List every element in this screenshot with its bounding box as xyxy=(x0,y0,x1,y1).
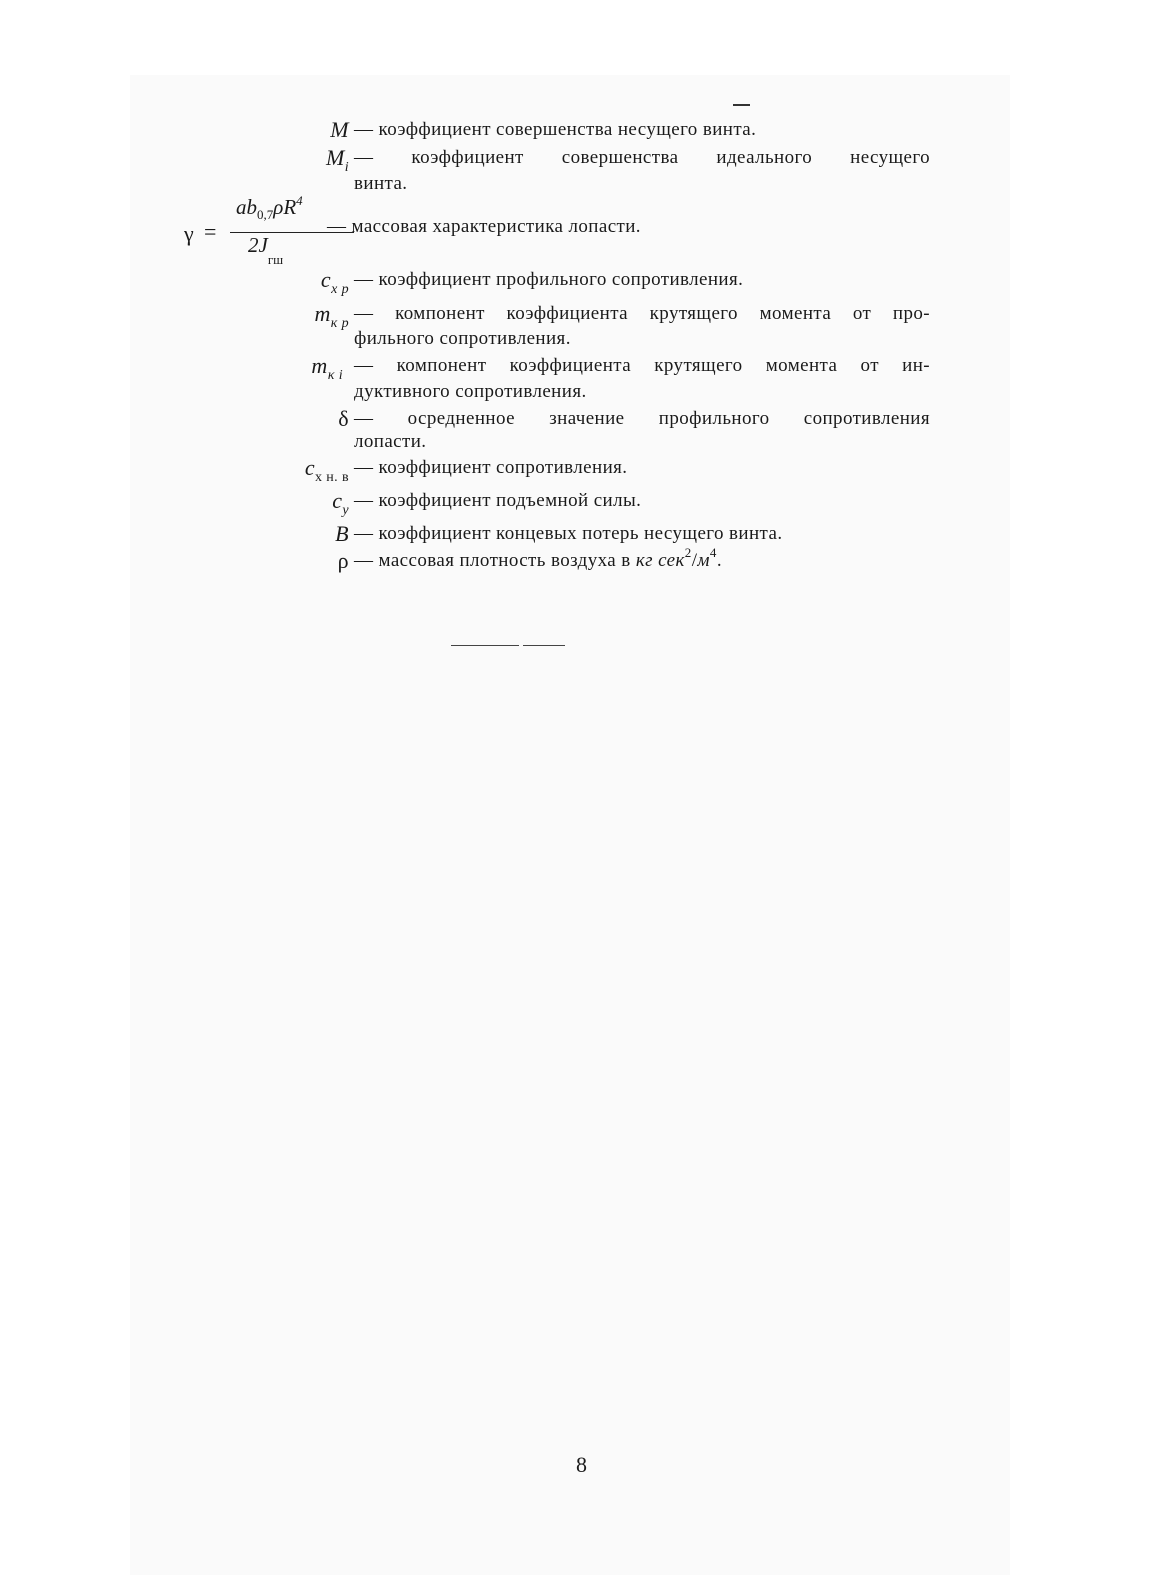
description: — коэффициент совершенства несущего винта. xyxy=(354,119,757,140)
description: — осредненное значение профильного сопротивления xyxy=(354,408,930,429)
symbol: $c_{x н. в}$ xyxy=(304,455,349,485)
separator-rule xyxy=(523,645,565,646)
definition-row xyxy=(0,264,1163,296)
definition-row xyxy=(0,545,1163,577)
description: — коэффициент профильного сопротивления. xyxy=(354,269,744,290)
fraction-numerator: $ab_{0,7}\rho R^4$ xyxy=(236,193,303,222)
gamma-description: — массовая характеристика лопасти. xyxy=(327,216,641,237)
definition-row xyxy=(0,452,1163,484)
description: — коэффициент подъемной силы. xyxy=(354,490,642,511)
description: — коэффициент концевых потерь несущего винта. xyxy=(354,523,783,544)
symbol: $m_{к p}$ xyxy=(314,301,349,331)
page-number: 8 xyxy=(576,1452,587,1477)
definition-continuation: фильного сопротивления. xyxy=(354,328,571,349)
description: — коэффициент совершенства идеального несущего xyxy=(354,147,930,168)
gamma-symbol: γ xyxy=(184,221,194,246)
definition-continuation: лопасти. xyxy=(354,431,427,452)
symbol: B xyxy=(335,521,349,546)
symbol: M xyxy=(330,117,349,142)
description: — компонент коэффициента крутящего момента от ин- xyxy=(354,355,930,376)
symbol: ρ xyxy=(337,548,349,573)
symbol: $c_{x p}$ xyxy=(320,267,349,297)
symbol: $M_i$ xyxy=(325,145,349,175)
description: — коэффициент сопротивления. xyxy=(354,457,628,478)
symbol: $c_y$ xyxy=(332,488,349,518)
fraction-denominator: $2J_{гш}$ xyxy=(248,233,284,267)
description: — массовая плотность воздуха в кг $сек^2/м^4$. xyxy=(354,545,722,571)
definition-row xyxy=(0,485,1163,517)
symbol: $m_{\kappa i}$ xyxy=(311,353,343,383)
scan-mark xyxy=(733,104,750,106)
equals-sign: = xyxy=(204,219,217,244)
separator-rule xyxy=(451,645,519,646)
definition-continuation: дуктивного сопротивления. xyxy=(354,381,587,402)
description: — компонент коэффициента крутящего момента от про- xyxy=(354,303,930,324)
definition-continuation: винта. xyxy=(354,173,408,194)
symbol: δ xyxy=(338,406,349,431)
